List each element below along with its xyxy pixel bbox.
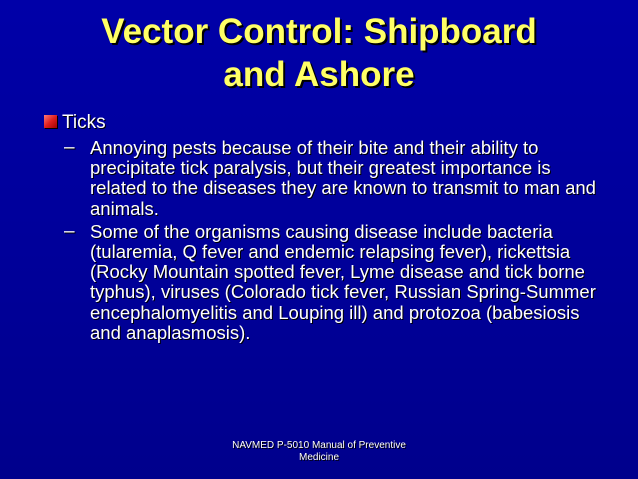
sub-bullet-organisms (64, 222, 604, 343)
sub-bullet-pests (64, 138, 604, 219)
sub-bullet-organisms-text: Some of the organisms causing disease include bacteria (tularemia, Q fever and endemic relapsing fever), rickettsia (Rocky Mountain spotted fever, Lyme disease and tick borne typhus), viruses (Colorado tick fever, Russian Spring-Summer encephalomyelitis and Louping ill) and protozoa (babesiosis and anaplasmosis). (90, 220, 596, 343)
footer-line-2: Medicine (298, 452, 340, 463)
slide-title-line-2: and Ashore (223, 55, 415, 94)
sub-bullet-pests-text: Annoying pests because of their bite and their ability to precipitate tick paralysis, but their greatest importance is related to the diseases they are known to transmit to man and animals. (90, 137, 596, 219)
bullet-ticks-label: Ticks (62, 112, 106, 133)
dash-bullet-icon: – (64, 137, 75, 158)
slide-title-line-1: Vector Control: Shipboard (101, 12, 537, 51)
slide-title (30, 10, 608, 96)
dash-bullet-icon: – (64, 220, 75, 242)
bullet-ticks (44, 113, 604, 133)
ticks-sub-list (64, 138, 604, 346)
red-square-bullet-icon (44, 115, 57, 128)
footer-line-1: NAVMED P-5010 Manual of Preventive (232, 440, 406, 451)
slide-footer (170, 440, 468, 464)
